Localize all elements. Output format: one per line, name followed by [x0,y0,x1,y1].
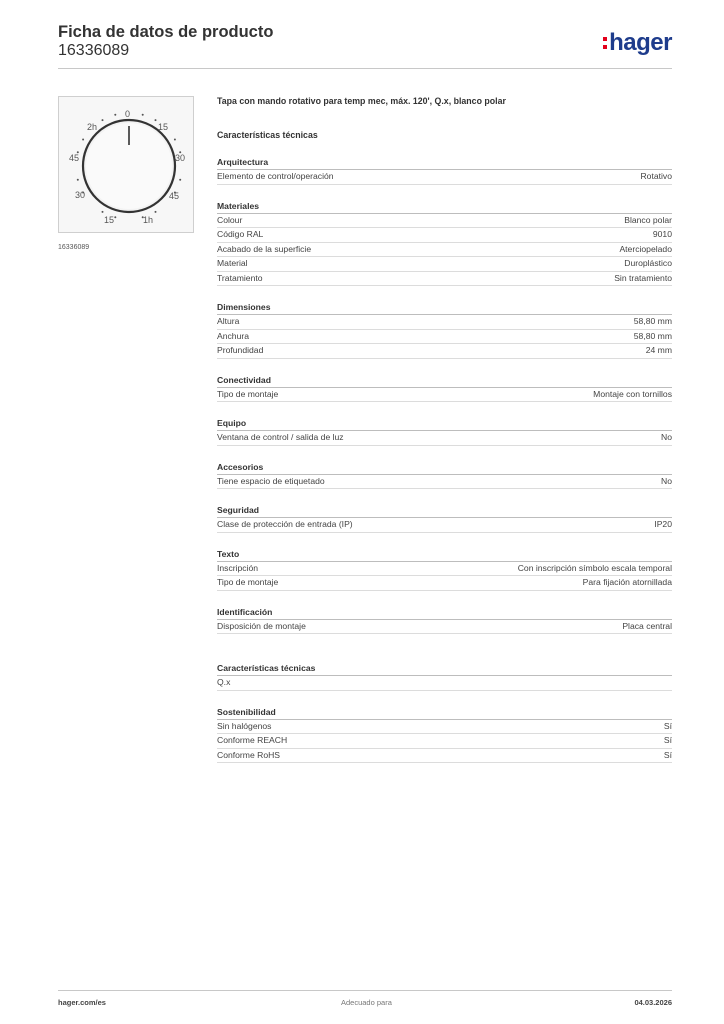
spec-label: Altura [217,316,240,327]
section-title: Seguridad [217,504,672,518]
spec-row [217,257,672,272]
spec-label: Anchura [217,330,250,341]
section-title: Características técnicas [217,662,672,676]
dial-dot [155,119,157,121]
section-title: Sostenibilidad [217,706,672,720]
dial-dot [174,139,176,141]
spec-row [217,676,672,691]
image-caption: 16336089 [58,244,90,251]
dial-dot [155,211,157,213]
spec-label: Profundidad [217,345,264,356]
dial-dot [114,114,116,116]
product-image [58,96,194,233]
dial-label-2h: 2h [87,122,98,132]
spec-row [217,228,672,243]
spec-value: 58,80 mm [633,316,672,327]
spec-label: Elemento de control/operación [217,171,334,182]
spec-label: Colour [217,214,243,225]
spec-section [217,662,672,691]
tech-heading: Características técnicas [217,130,318,140]
dial-label-30-right: 30 [175,153,186,163]
document-title: Ficha de datos de producto [58,23,274,41]
section-title: Accesorios [217,461,672,475]
spec-value: Sí [663,749,672,760]
spec-label: Código RAL [217,229,264,240]
spec-value: 58,80 mm [633,330,672,341]
timer-dial-illustration [59,97,193,232]
spec-row [217,749,672,764]
page-footer [58,998,672,1010]
spec-sections [217,156,672,763]
section-title: Dimensiones [217,301,672,315]
spec-section [217,417,672,446]
spec-label: Sin halógenos [217,720,272,731]
page-header [58,20,672,68]
spec-value: Sí [663,720,672,731]
spec-value: No [661,475,672,486]
spec-row [217,720,672,735]
spec-row [217,344,672,359]
spec-section [217,301,672,359]
dial-dot [82,139,84,141]
spec-row [217,518,672,533]
footer-date: 04.03.2026 [634,998,672,1007]
spec-section [217,374,672,403]
spec-section [217,706,672,764]
spec-label: Tratamiento [217,272,263,283]
spec-label: Acabado de la superficie [217,243,312,254]
hager-logo [603,30,672,56]
dial-label-0: 0 [125,109,131,119]
spec-label: Tipo de montaje [217,577,279,588]
spec-row [217,620,672,635]
spec-row [217,330,672,345]
spec-value: No [661,432,672,443]
dial-dot [114,216,116,218]
dial-label-15-bottom: 15 [104,215,115,225]
spec-label: Q.x [217,677,231,688]
spec-row [217,272,672,287]
dial-label-45-right: 45 [169,191,180,201]
spec-value: 24 mm [645,345,672,356]
spec-value: Placa central [622,620,672,631]
spec-label: Tipo de montaje [217,388,279,399]
spec-row [217,243,672,258]
section-title: Identificación [217,606,672,620]
spec-section [217,461,672,490]
spec-label: Disposición de montaje [217,620,306,631]
spec-row [217,576,672,591]
document-number: 16336089 [58,42,130,59]
product-description: Tapa con mando rotativo para temp mec, máx. 120', Q.x, blanco polar [217,96,506,106]
spec-value: Duroplástico [624,258,672,269]
spec-label: Inscripción [217,562,259,573]
header-divider [58,68,672,69]
dial-dot [102,119,104,121]
dial-dot [179,179,181,181]
spec-section [217,156,672,185]
spec-row [217,388,672,403]
spec-value: Sí [663,735,672,746]
dial-dot [77,179,79,181]
spec-value: Para fijación atornillada [582,577,672,588]
spec-label: Ventana de control / salida de luz [217,432,344,443]
logo-dots-icon [603,35,607,51]
logo-text: hager [609,29,672,56]
spec-section [217,606,672,635]
spec-value: Sin tratamiento [614,272,672,283]
section-title: Arquitectura [217,156,672,170]
spec-row [217,431,672,446]
dial-dot [142,114,144,116]
section-title: Conectividad [217,374,672,388]
spec-label: Conforme REACH [217,735,288,746]
footer-website: hager.com/es [58,998,106,1007]
spec-value: 9010 [652,229,672,240]
section-title: Materiales [217,200,672,214]
spec-label: Tiene espacio de etiquetado [217,475,325,486]
dial-label-1h: 1h [143,215,154,225]
spec-row [217,315,672,330]
spec-value: Aterciopelado [619,243,672,254]
spec-row [217,170,672,185]
spec-value: Con inscripción símbolo escala temporal [517,562,672,573]
spec-section [217,200,672,287]
spec-row [217,475,672,490]
spec-value: Blanco polar [624,214,672,225]
spec-label: Clase de protección de entrada (IP) [217,519,353,530]
section-title: Equipo [217,417,672,431]
spec-value: Montaje con tornillos [593,388,672,399]
spec-row [217,562,672,577]
spec-label: Material [217,258,248,269]
dial-label-45-left: 45 [69,153,80,163]
spec-row [217,214,672,229]
spec-section [217,504,672,533]
footer-divider [58,990,672,991]
dial-label-30-left: 30 [75,190,86,200]
dial-dot [102,211,104,213]
spec-section [217,548,672,591]
spec-value: Rotativo [640,171,672,182]
dial-label-15-top: 15 [158,122,169,132]
spec-value: IP20 [654,519,672,530]
spec-content [217,95,672,763]
footer-middle-text: Adecuado para [341,998,392,1007]
spec-label: Conforme RoHS [217,749,281,760]
section-title: Texto [217,548,672,562]
spec-row [217,734,672,749]
